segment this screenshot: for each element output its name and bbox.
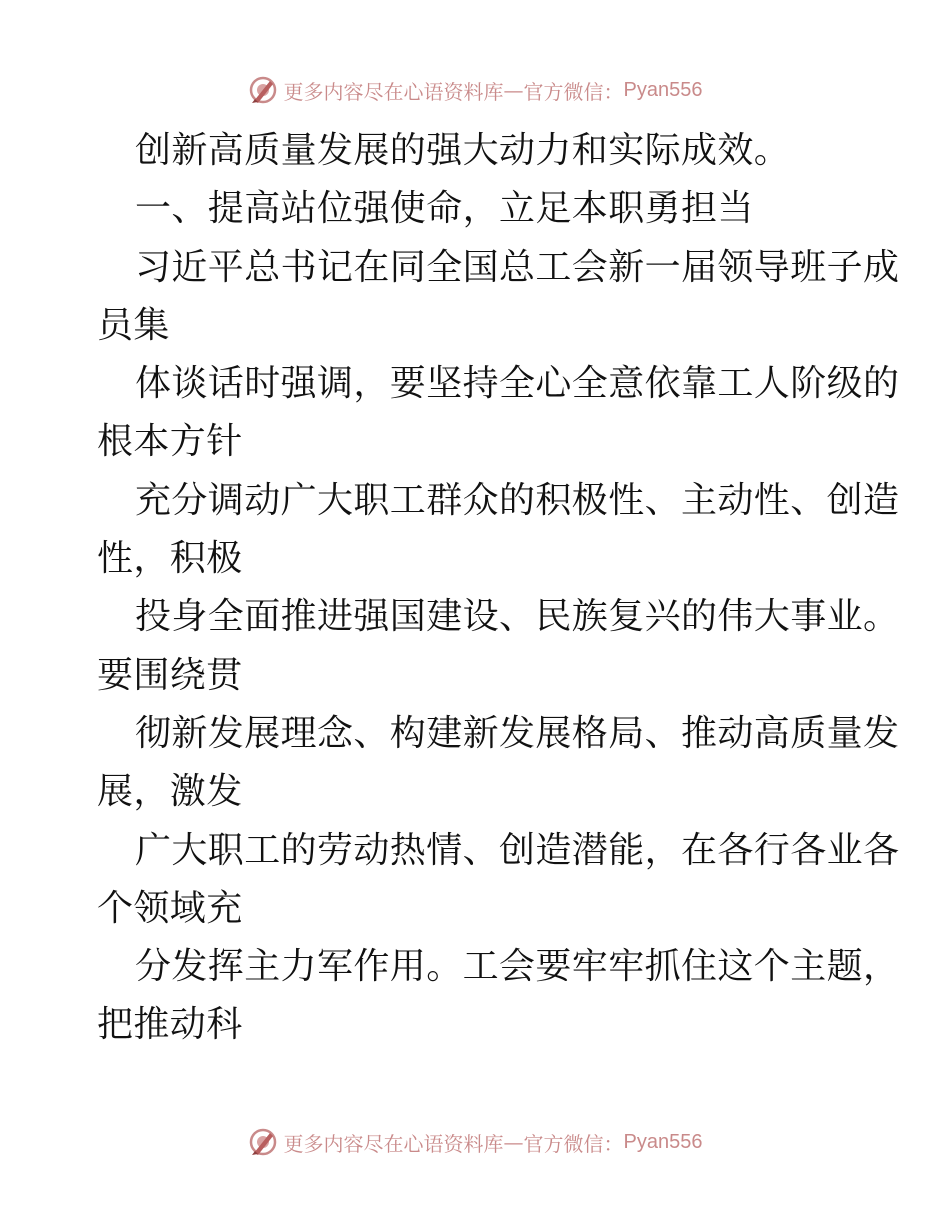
text-line: 创新高质量发展的强大动力和实际成效。 — [135, 130, 791, 171]
text-line: 习近平总书记在同全国总工会新一届领导班子成 — [135, 246, 900, 288]
section-heading: 一、提高站位强使命，立足本职勇担当 — [135, 188, 754, 230]
text-line: 投身全面推进强国建设、民族复兴的伟大事业。 — [135, 596, 900, 638]
pen-logo-icon — [248, 1127, 278, 1157]
watermark-label: 官方微信： — [523, 79, 624, 104]
text-line: 展，激发 — [97, 771, 243, 813]
watermark-text: 更多内容尽在心语资料库 — [283, 1131, 504, 1156]
watermark-dash: — — [503, 1130, 524, 1154]
text-line: 性，积极 — [97, 538, 243, 580]
text-line: 把推动科 — [97, 1004, 243, 1046]
watermark-id: Pyan556 — [623, 78, 703, 101]
header-watermark — [0, 70, 950, 110]
text-line: 员集 — [97, 304, 170, 346]
text-line: 充分调动广大职工群众的积极性、主动性、创造 — [135, 479, 900, 521]
text-line: 根本方针 — [97, 421, 243, 463]
watermark-text: 更多内容尽在心语资料库 — [283, 79, 504, 104]
text-line: 广大职工的劳动热情、创造潜能，在各行各业各 — [135, 829, 900, 871]
pen-logo-icon — [248, 75, 278, 105]
footer-watermark — [0, 1122, 950, 1162]
text-line: 体谈话时强调，要坚持全心全意依靠工人阶级的 — [135, 363, 900, 405]
watermark-label: 官方微信： — [523, 1131, 624, 1156]
text-line: 个领域充 — [97, 887, 243, 929]
text-line: 彻新发展理念、构建新发展格局、推动高质量发 — [135, 712, 900, 754]
text-line: 要围绕贯 — [97, 654, 243, 696]
watermark-id: Pyan556 — [623, 1130, 703, 1153]
text-line: 分发挥主力军作用。工会要牢牢抓住这个主题， — [135, 946, 900, 988]
watermark-dash: — — [503, 78, 524, 102]
document-body — [97, 122, 900, 1055]
